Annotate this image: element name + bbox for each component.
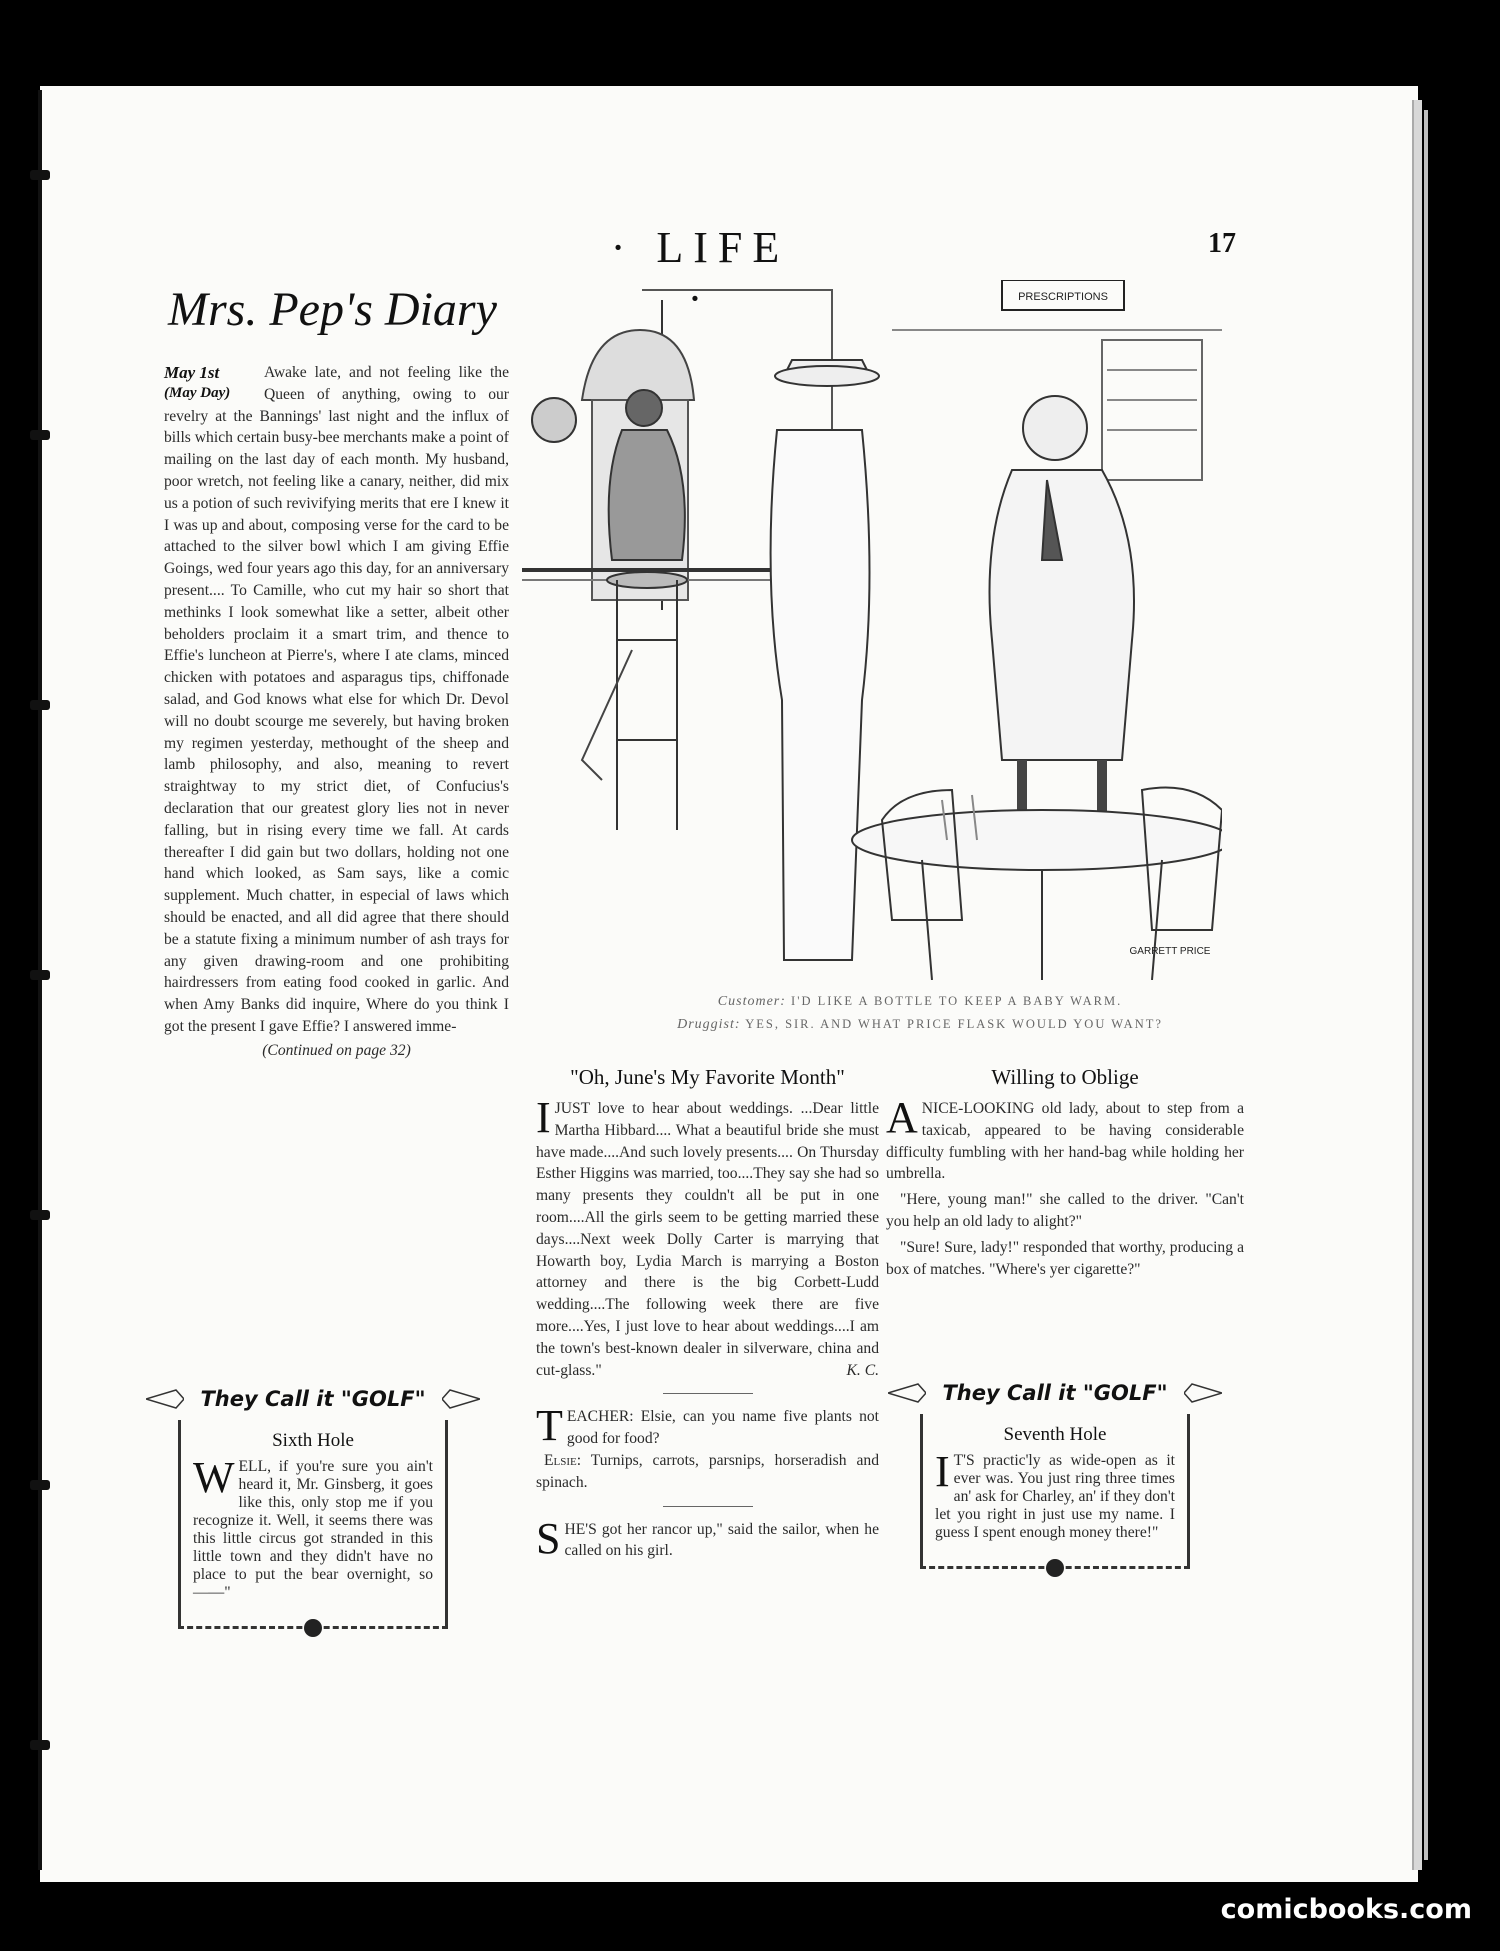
june-title: "Oh, June's My Favorite Month"	[570, 1065, 845, 1089]
elsie-label: Elsie:	[544, 1451, 582, 1469]
diary-title: Mrs. Pep's Diary	[168, 283, 497, 336]
cartoon-caption	[600, 990, 1240, 1036]
caption-druggist-line: YES, SIR. AND WHAT PRICE FLASK WOULD YOU WANT?	[745, 1017, 1163, 1031]
golf-hole-title: Seventh Hole	[1003, 1424, 1107, 1445]
pennant-icon	[146, 1388, 184, 1410]
golf-banner-text: They Call it "GOLF"	[200, 1387, 426, 1411]
page-edge	[1424, 110, 1428, 1860]
golf-banner	[178, 1378, 448, 1420]
golf-body: T'S practic'ly as wide-open as it ever was. You just ring three times an' ask for Charley, an' if they don't let you right in just use my name. I guess I spent enough money there!"	[935, 1452, 1175, 1541]
page-edge	[1412, 100, 1422, 1870]
golf-box-sixth-hole	[178, 1378, 448, 1629]
shes-joke: HE'S got her rancor up," said the sailor, when he called on his girl.	[564, 1520, 879, 1560]
golf-frame	[178, 1420, 448, 1629]
june-initials: K. C.	[846, 1361, 879, 1379]
binding-stitch	[30, 170, 50, 180]
caption-customer-line: I'D LIKE A BOTTLE TO KEEP A BABY WARM.	[791, 994, 1123, 1008]
site-watermark: comicbooks.com	[1220, 1894, 1472, 1925]
golf-hole-title: Sixth Hole	[272, 1430, 354, 1451]
shes-dropcap: S	[536, 1513, 561, 1563]
diary-date	[164, 362, 256, 404]
pennant-icon	[1184, 1382, 1222, 1404]
diary-column	[164, 362, 509, 1062]
golf-body: ELL, if you're sure you ain't heard it, Mr. Ginsberg, it goes like this, only stop me if you recognize it. Well, it seems there was this little circus got stranded in this little town and they didn't have no place to put the bear overnight, so——"	[193, 1458, 433, 1601]
teacher-dropcap: T	[536, 1401, 563, 1451]
june-article	[536, 1064, 879, 1562]
golf-frame	[920, 1414, 1190, 1569]
golf-ball-icon	[304, 1619, 322, 1637]
binding-stitch	[30, 970, 50, 980]
drugstore-cartoon	[522, 280, 1222, 980]
binding-stitch	[30, 430, 50, 440]
june-body: JUST love to hear about weddings. ...Dear little Martha Hibbard.... What a beautiful bride she must have made....And such lovely presents.... On Thursday Esther Higgins was married, too....They say she had so many presents they couldn't all be put in one room....All the girls seem to be getting married these days....Next week Dolly Carter is marrying that Howarth boy, Lydia March is marrying a Boston attorney and there is the big Corbett-Ludd wedding....The following week there are five more....Yes, I just love to hear about weddings....I am the town's best-known dealer in silverware, china and cut-glass."	[536, 1100, 879, 1379]
binding-stitch	[30, 1210, 50, 1220]
diary-date-sub: (May Day)	[164, 385, 231, 401]
magazine-header: · LIFE ·	[610, 223, 790, 323]
artist-signature: GARRETT PRICE	[1129, 946, 1211, 957]
binding-stitch	[30, 1740, 50, 1750]
divider	[663, 1393, 753, 1394]
page-number: 17	[1208, 228, 1236, 259]
golf-dropcap: I	[935, 1447, 950, 1496]
oblige-dropcap: A	[886, 1093, 918, 1142]
divider	[663, 1506, 753, 1507]
oblige-p2: "Here, young man!" she called to the driver. "Can't you help an old lady to alight?"	[886, 1191, 1244, 1230]
diary-date-label: May 1st	[164, 363, 220, 382]
prescriptions-sign: PRESCRIPTIONS	[1018, 291, 1108, 303]
teacher-joke: EACHER: Elsie, can you name five plants not good for food?	[566, 1408, 879, 1448]
golf-banner-text: They Call it "GOLF"	[942, 1381, 1168, 1405]
pennant-icon	[442, 1388, 480, 1410]
golf-text	[935, 1447, 1175, 1542]
june-dropcap: I	[536, 1093, 551, 1142]
golf-box-seventh-hole	[920, 1372, 1190, 1569]
pennant-icon	[888, 1382, 926, 1404]
caption-speaker-customer: Customer:	[717, 994, 786, 1009]
oblige-p1: NICE-LOOKING old lady, about to step from a taxicab, appeared to be having considerable difficulty fumbling with her hand-bag while holding her umbrella.	[886, 1100, 1244, 1183]
binding-stitch	[30, 700, 50, 710]
continued-note: (Continued on page 32)	[262, 1041, 411, 1059]
oblige-article	[886, 1064, 1244, 1280]
diary-body: Awake late, and not feeling like the Queen of anything, owing to our revelry at the Bannings' last night and the influx of bills which certain busy-bee merchants make a point of mailing on the last day of each month. My husband, poor wretch, not feeling like a canary, neither, did mix us a potion of such revivifying merits that ere I knew it I was up and about, composing verse for the card to be attached to the silver bowl which I am giving Effie Goings, wed four years ago this day, for an anniversary present.... To Camille, who cut my hair so short that methinks I look somewhat like a setter, albeit other beholders proclaim it a smart trim, and thence to Effie's luncheon at Pierre's, where I ate clams, minced chicken with potatoes and asparagus tips, chiffonade salad, and God knows what else for which Dr. Devol will no doubt scourge me severely, but having broken my regimen yesterday, methought of the sheep and lamb philosophy, and also, meaning to revert straightway to my strict diet, of Confucius's declaration that our greatest glory lies not in never falling, but in rising every time we fall. At cards thereafter I did gain but two dollars, holding not one hand which looked, as Sam says, like a comic supplement. Much chatter, in especial of laws which should be enacted, and all did agree that there should be a statute fixing a minimum number of ash trays for any given drawing-room and one prohibiting hairdressers from eating food cooked in garlic. And when Amy Banks did inquire, Where do you think I got the present I gave Effie? I answered imme-	[164, 364, 509, 1035]
binding-spine	[38, 90, 42, 1870]
golf-text	[193, 1453, 433, 1602]
oblige-p3: "Sure! Sure, lady!" responded that worthy, producing a box of matches. "Where's yer cigarette?"	[886, 1238, 1244, 1278]
elsie-answer: Turnips, carrots, parsnips, horseradish and spinach.	[536, 1451, 879, 1491]
golf-dropcap: W	[193, 1453, 235, 1502]
golf-banner	[920, 1372, 1190, 1414]
binding-stitch	[30, 1480, 50, 1490]
caption-speaker-druggist: Druggist:	[677, 1017, 741, 1032]
golf-ball-icon	[1046, 1559, 1064, 1577]
oblige-title: Willing to Oblige	[991, 1065, 1139, 1089]
